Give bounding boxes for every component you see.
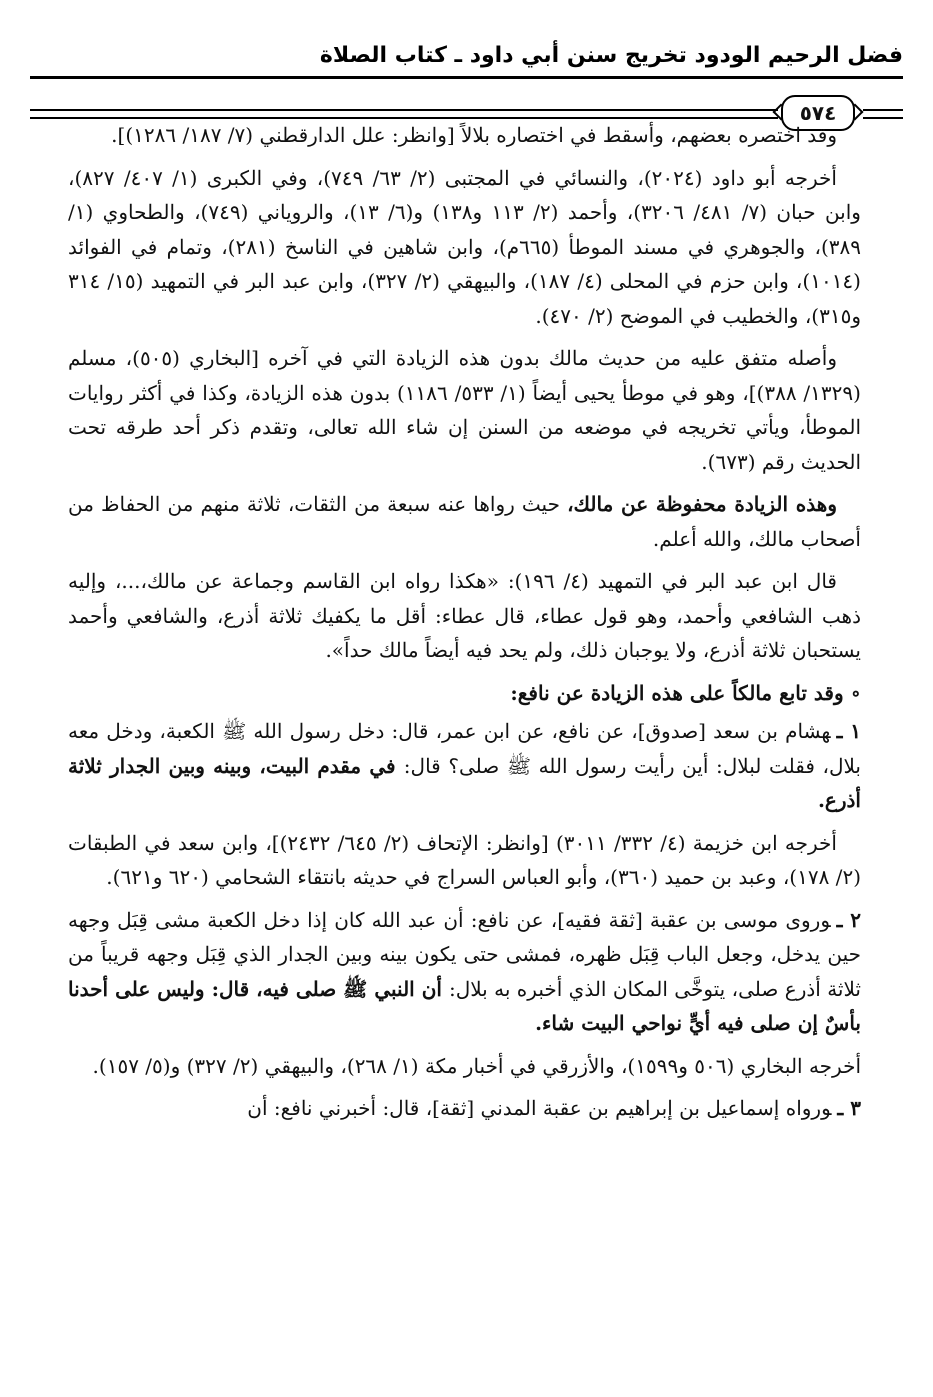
header-double-rule-right	[863, 109, 903, 119]
item-number: ٢ ـ	[836, 907, 861, 932]
paragraph: أخرجه البخاري (٥٠٦ و١٥٩٩)، والأزرقي في أخبار مكة (١/ ٢٦٨)، والبيهقي (٢/ ٣٢٧) و(٥/ ١٥٧).	[92, 1053, 861, 1078]
item-number: ١ ـ	[836, 719, 861, 743]
paragraph: وقد اختصره بعضهم، وأسقط في اختصاره بلالاً [وانظر: علل الدارقطني (٧/ ١٨٧/ ١٢٨٦)].	[111, 123, 837, 147]
numbered-item	[68, 714, 861, 818]
paragraph: أخرجه أبو داود (٢٠٢٤)، والنسائي في المجتبى (٢/ ٦٣/ ٧٤٩)، وفي الكبرى (١/ ٤٠٧/ ٨٢٧)، وابن حبان (٧/ ٤٨١/ ٣٢٠٦)، وأحمد (٢/ ١١٣ و١٣٨) و(٦/ ١٣)، والروياني (٧٤٩)، والطحاوي (١/ ٣٨٩)، والجوهري في مسند الموطأ (٦٦٥م)، وابن شاهين في الناسخ (٢٨١)، وتمام في الفوائد (١٠١٤)، وابن حزم في المحلى (٤/ ١٨٧)، والبيهقي (٢/ ٣٢٧)، وابن عبد البر في التمهيد (١٥/ ٣١٤ و٣١٥)، والخطيب في الموضح (٢/ ٤٧٠).	[68, 165, 862, 328]
section-heading	[68, 676, 861, 711]
bold-phrase: أن النبي ﷺ صلى فيه، قال: وليس على أحدنا بأسٌ إن صلى فيه أيٍّ نواحي البيت شاء.	[68, 976, 861, 1035]
numbered-item	[68, 1091, 861, 1126]
section-heading-text: وقد تابع مالكاً على هذه الزيادة عن نافع:	[510, 680, 844, 705]
body-text	[68, 118, 861, 1134]
paragraph	[68, 487, 861, 556]
bold-phrase: في مقدم البيت، وبينه وبين الجدار ثلاثة أذرع.	[68, 753, 861, 812]
bullet-icon: ∘	[843, 680, 861, 705]
item-text: ورواه إسماعيل بن إبراهيم بن عقبة المدني [ثقة]، قال: أخبرني نافع: أن	[247, 1096, 832, 1120]
numbered-item	[68, 903, 861, 1041]
paragraph-text: حيث رواها عنه سبعة من الثقات، ثلاثة منهم من الحفاظ من أصحاب مالك، والله أعلم.	[68, 492, 861, 551]
header-rule	[30, 76, 903, 79]
paragraph: وأصله متفق عليه من حديث مالك بدون هذه الزيادة التي في آخره [البخاري (٥٠٥)، مسلم (١٣٢٩/ ٣٨٨)]، وهو في موطأ يحيى أيضاً (١/ ٥٣٣/ ١١٨٦) بدون هذه الزيادة، وكذا في أكثر روايات الموطأ، ويأتي تخريجه في موضعه من السنن إن شاء الله تعالى، وتقدم ذكر أحد طرقه تحت الحديث رقم (٦٧٣).	[68, 346, 861, 474]
quotation-paragraph: قال ابن عبد البر في التمهيد (٤/ ١٩٦): «هكذا رواه ابن القاسم وجماعة عن مالك،...، وإليه ذهب الشافعي وأحمد، وهو قول عطاء، قال عطاء: أقل ما يكفيك ثلاثة أذرع، والشافعي وأحمد يستحبان ثلاثة أذرع، ولا يوجبان ذلك، ولم يحد فيه أيضاً مالك حداً».	[68, 569, 861, 662]
page-number: ٥٧٤	[781, 95, 855, 131]
running-title: فضل الرحيم الودود تخريج سنن أبي داود ـ كتاب الصلاة	[319, 43, 903, 68]
item-text: وروى موسى بن عقبة [ثقة فقيه]، عن نافع: أن عبد الله كان إذا دخل الكعبة مشى قِبَل وجهه حين يدخل، وجعل الباب قِبَل ظهره، فمشى حتى يكون بينه وبين الجدار الذي قِبَل وجهه قريباً من ثلاثة أذرع صلى، يتوخَّى المكان الذي أخبره به بلال:	[68, 907, 861, 1001]
item-text: هشام بن سعد [صدوق]، عن نافع، عن ابن عمر، قال: دخل رسول الله ﷺ الكعبة، ودخل معه بلال، فقلت لبلال: أين رأيت رسول الله ﷺ صلى؟ قال:	[68, 719, 861, 778]
item-number: ٣ ـ	[837, 1096, 861, 1120]
bold-phrase: وهذه الزيادة محفوظة عن مالك،	[567, 492, 837, 516]
paragraph: أخرجه ابن خزيمة (٤/ ٣٣٢/ ٣٠١١) [وانظر: الإتحاف (٢/ ٦٤٥/ ٢٤٣٢)]، وابن سعد في الطبقات (٢/ ١٧٨)، وعبد بن حميد (٣٦٠)، وأبو العباس السراج في حديثه بانتقاء الشحامي (٦٢٠ و٦٢١).	[68, 830, 861, 889]
